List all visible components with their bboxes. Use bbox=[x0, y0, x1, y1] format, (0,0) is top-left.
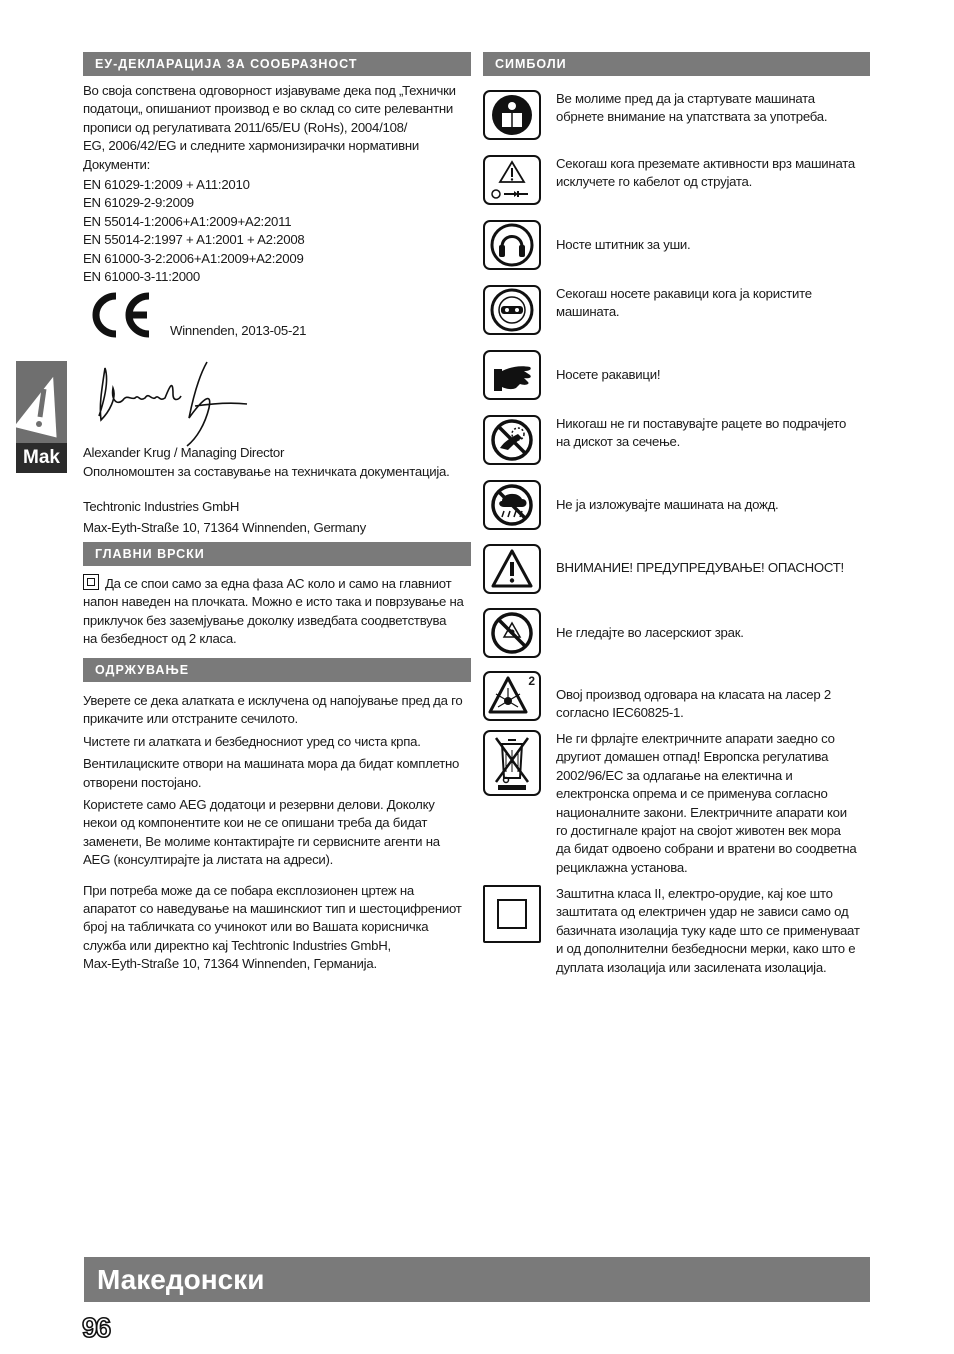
maintenance-text bbox=[83, 692, 483, 974]
symbol-description: Секогаш кога преземате активности врз машината исклучете го кабелот од струјата. bbox=[556, 156, 855, 190]
symbols-column bbox=[483, 52, 870, 975]
place-date: Winnenden, 2013-05-21 bbox=[170, 323, 307, 338]
authorization-text: Ополномоштен за составување на техничката документација. bbox=[83, 464, 450, 479]
unplug-warning-icon bbox=[483, 155, 541, 205]
standard-item: EN 61000-3-11:2000 bbox=[83, 269, 200, 285]
main-connections-line: на безбедност од 2 класа. bbox=[83, 631, 237, 647]
symbol-description: ВНИМАНИЕ! ПРЕДУПРЕДУВАЊЕ! ОПАСНОСТ! bbox=[556, 560, 844, 575]
standard-item: EN 55014-2:1997 + A1:2001 + A2:2008 bbox=[83, 232, 305, 248]
main-connections-text bbox=[83, 574, 483, 649]
main-connections-heading: ГЛАВНИ ВРСКИ bbox=[83, 542, 471, 566]
standards-list bbox=[83, 176, 305, 286]
main-connections-line: Да се спои само за една фаза AC коло и само на главниот bbox=[83, 574, 483, 593]
signature-icon bbox=[89, 358, 249, 448]
eye-protection-icon bbox=[483, 285, 541, 335]
intro-line: Документи: bbox=[83, 156, 151, 172]
signatory: Alexander Krug / Managing Director bbox=[83, 445, 285, 460]
symbol-description: Не ја изложувајте машината на дожд. bbox=[556, 497, 779, 512]
intro-line: податоци„ опишаниот производ е во склад со сите релевантни bbox=[83, 101, 454, 117]
symbol-description: Не ги фрлајте електричните апарати заедно со другиот домашен отпад! Европска регулатива 2002/96/EC за одлагање на електична и електронска опрема и се применува согласно националните закони. Електричните апарати кои го достигнале крајот на својот животен век мора да бидат одвоено собрани и вратени во соодветна рециклажна установа. bbox=[556, 731, 857, 875]
symbol-description: Носте штитник за уши. bbox=[556, 237, 691, 252]
maintenance-paragraph: Уверете се дека алатката е исклучена од напојување пред да го прикачите или отстраните сечилото. bbox=[83, 693, 463, 727]
language-side-tab bbox=[16, 361, 67, 473]
no-hands-blade-icon bbox=[483, 415, 541, 465]
class-2-insulation-icon bbox=[483, 885, 541, 943]
standard-item: EN 55014-1:2006+A1:2009+A2:2011 bbox=[83, 213, 292, 229]
maintenance-paragraph: При потреба може да се побара експлозионен цртеж на апаратот со наведување на машинскиот тип и шестоцифрениот број на табличката со учинокот или во Вашата корисничка служба или директно кај Techtronic Industries GmbH, Max-Eyth-Straße 10, 71364 Winnenden, Германија. bbox=[83, 882, 462, 972]
symbols-heading: СИМБОЛИ bbox=[483, 52, 870, 76]
read-manual-icon bbox=[483, 90, 541, 140]
laser-class-2-icon bbox=[483, 671, 541, 721]
standard-item: EN 61029-1:2009 + A11:2010 bbox=[83, 177, 250, 192]
language-code: Mak bbox=[16, 443, 67, 473]
warning-tab-icon bbox=[16, 361, 67, 443]
company-address: Max-Eyth-Straße 10, 71364 Winnenden, Germany bbox=[83, 520, 366, 535]
declaration-intro bbox=[83, 82, 483, 174]
ce-mark-icon bbox=[87, 292, 155, 338]
gloves-icon bbox=[483, 350, 541, 400]
main-connections-line: приклучок без заземјување доколку изведбата соодветствува bbox=[83, 612, 447, 628]
class-2-small-icon bbox=[83, 574, 99, 590]
intro-line: прописи од регулативата 2011/65/EU (RoHs), 2004/108/ bbox=[83, 119, 408, 135]
intro-line: Во своја сопствена одговорност изјавуваме дека под „Технички bbox=[83, 83, 456, 98]
symbol-description: Заштитна класа II, електро-орудие, кај кое што заштитата од електричен удар не зависи само од базичната изолација туку каде што се применуваат и од дополнителни безбедносни мерки, како што е дуплата изолација или засилената изолација. bbox=[556, 886, 860, 975]
standard-item: EN 61000-3-2:2006+A1:2009+A2:2009 bbox=[83, 250, 304, 266]
declaration-heading: ЕУ-ДЕКЛАРАЦИЈА ЗА СООБРАЗНОСТ bbox=[83, 52, 471, 76]
standard-item: EN 61029-2-9:2009 bbox=[83, 195, 194, 211]
page-number: 96 bbox=[82, 1312, 110, 1343]
left-column bbox=[83, 52, 471, 972]
weee-bin-icon bbox=[483, 730, 541, 796]
main-connections-line: напон наведен на плочката. Можно е исто така и поврзување на bbox=[83, 594, 464, 610]
maintenance-heading: ОДРЖУВАЊЕ bbox=[83, 658, 471, 682]
symbol-description: Носете ракавици! bbox=[556, 367, 661, 382]
no-laser-stare-icon bbox=[483, 608, 541, 658]
symbol-description: Никогаш не ги поставувајте рацете во подрачјето на дискот за сечење. bbox=[556, 416, 847, 450]
no-rain-icon bbox=[483, 480, 541, 530]
company-name: Techtronic Industries GmbH bbox=[83, 499, 240, 514]
symbol-description: Овој производ одговара на класата на ласер 2 согласно IEC60825-1. bbox=[556, 687, 831, 721]
maintenance-paragraph: Чистете ги алатката и безбедносниот уред со чиста крпа. bbox=[83, 733, 421, 749]
language-footer-title: Македонски bbox=[84, 1257, 870, 1302]
laser-class-number: 2 bbox=[528, 674, 535, 688]
warning-triangle-icon bbox=[483, 544, 541, 594]
maintenance-paragraph: Вентилациските отвори на машината мора да бидат комплетно отворени постојано. bbox=[83, 756, 460, 790]
intro-line: EG, 2006/42/EG и следните хармонизирачки нормативни bbox=[83, 138, 420, 154]
symbol-description: Ве молиме пред да ја стартувате машината обрнете внимание на упатствата за употреба. bbox=[556, 91, 828, 125]
ear-protection-icon bbox=[483, 220, 541, 270]
maintenance-paragraph: Користете само AEG додатоци и резервни делови. Доколку некои од компонентите кои не се опишани треба да бидат заменети, Ве молиме контактирајте ги сервисните агенти на AEG (консултирајте ја листата на адреси). bbox=[83, 797, 440, 868]
symbol-description: Не гледајте во ласерскиот зрак. bbox=[556, 625, 744, 640]
symbol-description: Секогаш носете ракавици кога ја користите машината. bbox=[556, 286, 812, 320]
